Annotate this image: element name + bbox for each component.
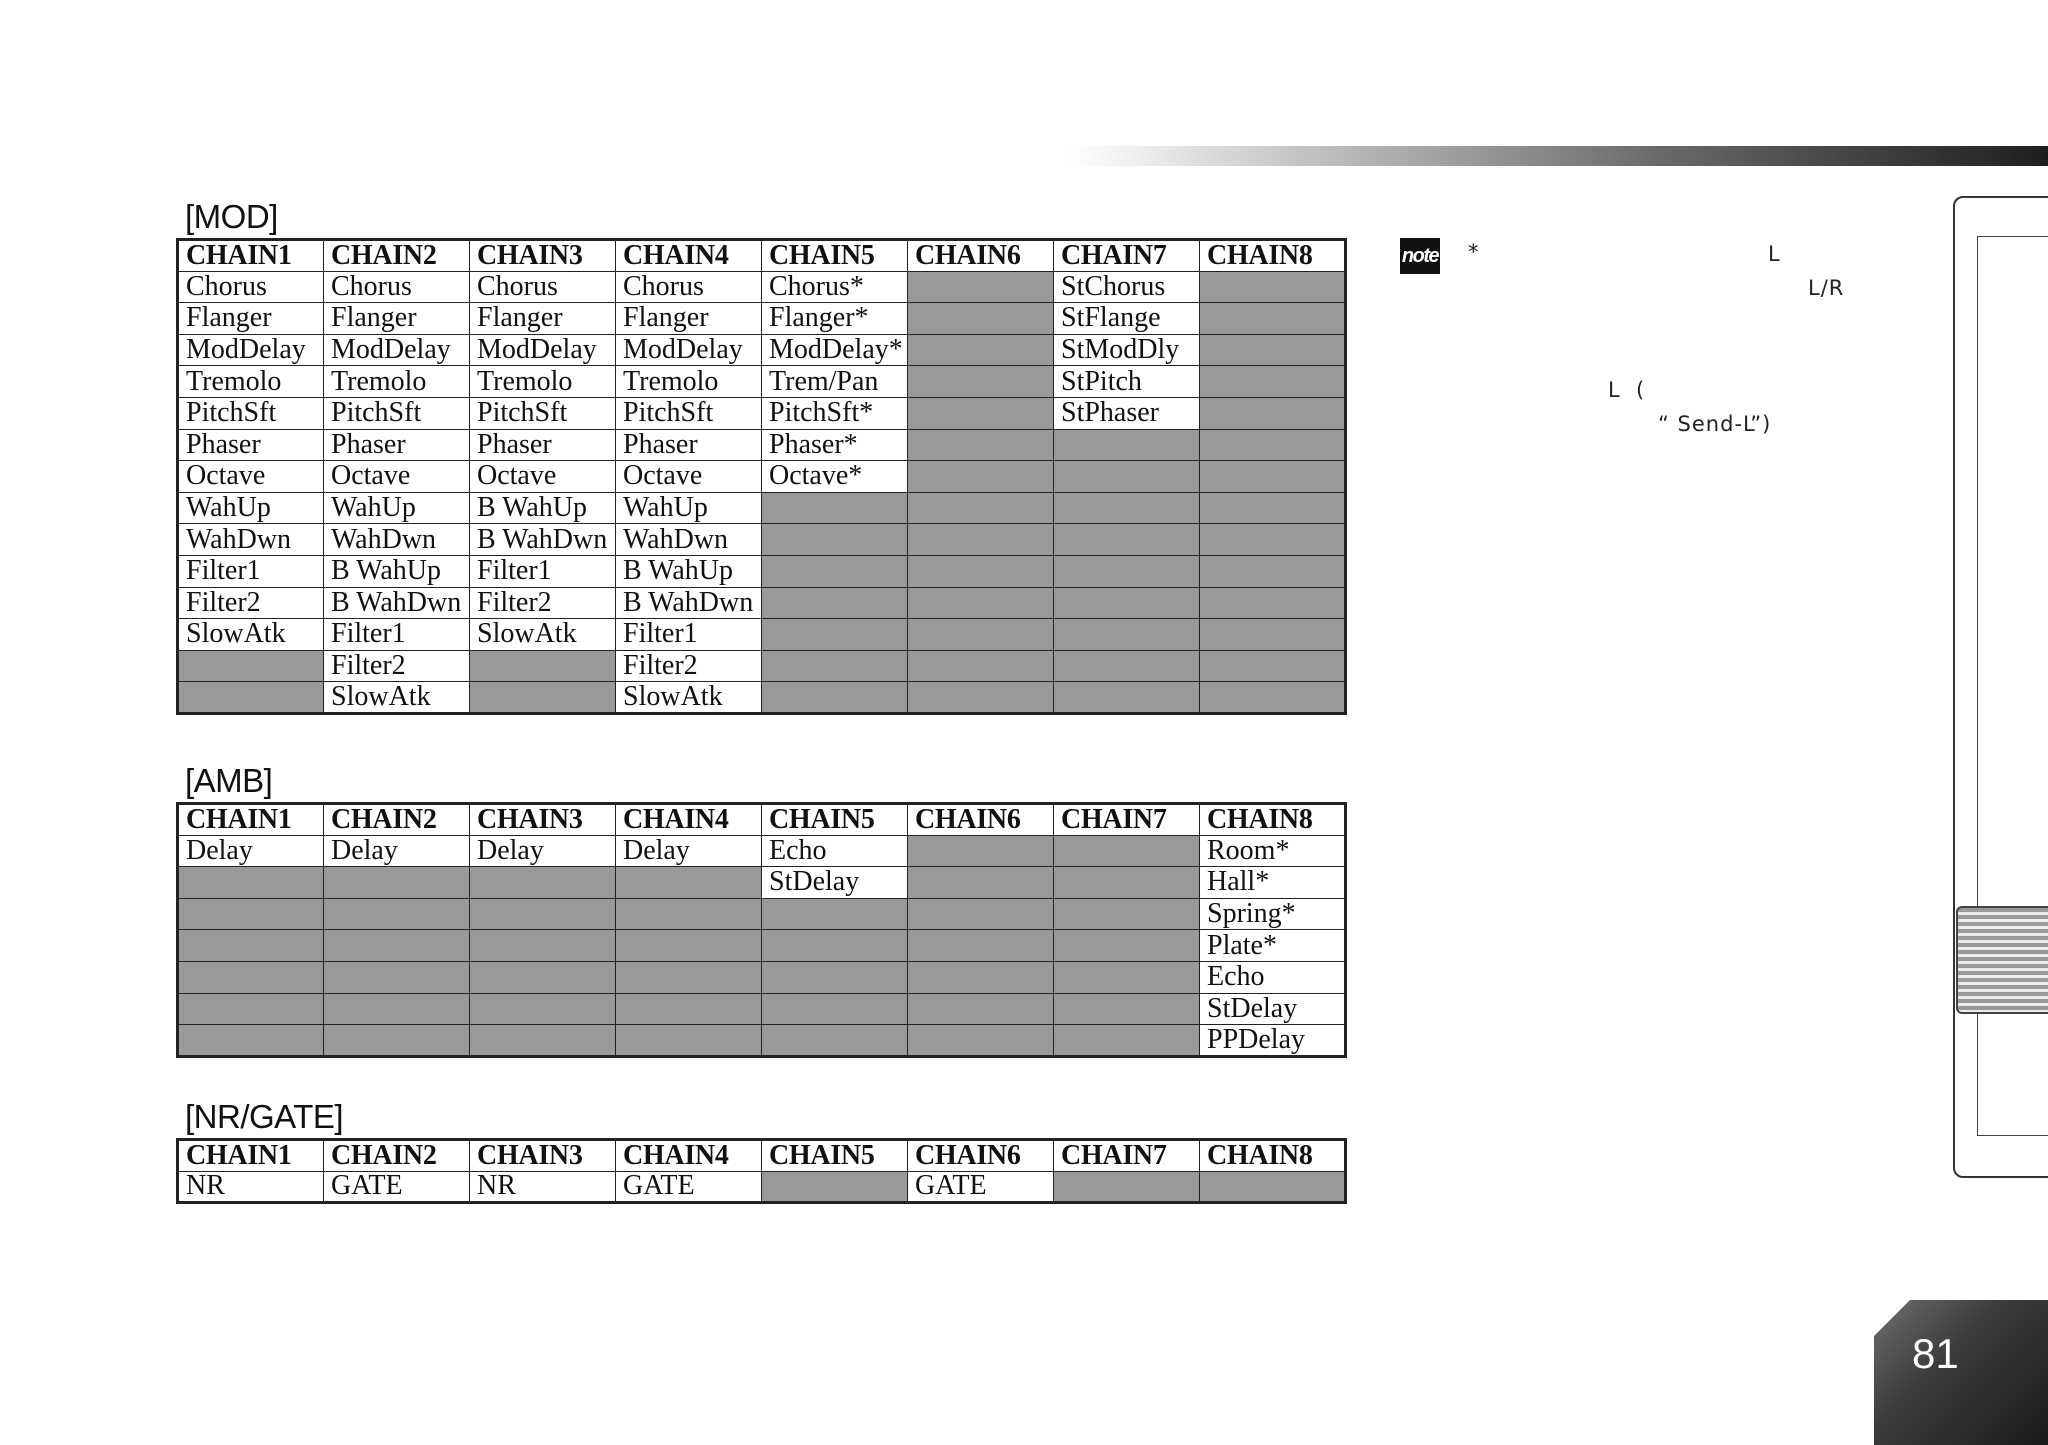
empty-cell xyxy=(1054,930,1200,962)
empty-cell xyxy=(1054,461,1200,493)
column-header: CHAIN6 xyxy=(908,240,1054,272)
empty-cell xyxy=(908,429,1054,461)
empty-cell xyxy=(178,898,324,930)
empty-cell xyxy=(324,1025,470,1057)
effect-cell: WahUp xyxy=(178,492,324,524)
column-header: CHAIN1 xyxy=(178,1140,324,1172)
empty-cell xyxy=(908,334,1054,366)
nrgate-chain-table xyxy=(176,1138,1347,1204)
empty-cell xyxy=(470,961,616,993)
nrgate-section-title: [NR/GATE] xyxy=(185,1098,344,1135)
empty-cell xyxy=(1200,619,1346,651)
empty-cell xyxy=(908,587,1054,619)
effect-cell: NR xyxy=(178,1171,324,1203)
empty-cell xyxy=(1200,650,1346,682)
empty-cell xyxy=(762,524,908,556)
empty-cell xyxy=(1054,429,1200,461)
column-header: CHAIN2 xyxy=(324,804,470,836)
table-row xyxy=(178,682,1346,714)
empty-cell xyxy=(616,1025,762,1057)
empty-cell xyxy=(178,682,324,714)
empty-cell xyxy=(908,650,1054,682)
empty-cell xyxy=(762,492,908,524)
empty-cell xyxy=(1054,555,1200,587)
empty-cell xyxy=(908,993,1054,1025)
empty-cell xyxy=(1054,867,1200,899)
empty-cell xyxy=(616,898,762,930)
effect-cell: ModDelay xyxy=(616,334,762,366)
effect-cell: SlowAtk xyxy=(616,682,762,714)
column-header: CHAIN3 xyxy=(470,1140,616,1172)
empty-cell xyxy=(324,898,470,930)
empty-cell xyxy=(908,682,1054,714)
note-channel-l: L xyxy=(1768,242,1781,266)
mod-chain-table xyxy=(176,238,1347,715)
effect-cell: Echo xyxy=(762,835,908,867)
effect-cell: Phaser xyxy=(178,429,324,461)
empty-cell xyxy=(324,961,470,993)
note-send-l: “ Send-L”) xyxy=(1658,412,1772,436)
column-header: CHAIN7 xyxy=(1054,240,1200,272)
page-number: 81 xyxy=(1912,1330,1959,1377)
effect-cell: Filter2 xyxy=(178,587,324,619)
effect-cell: B WahUp xyxy=(616,555,762,587)
empty-cell xyxy=(762,930,908,962)
side-index-tab xyxy=(1956,906,2048,1014)
effect-cell: WahDwn xyxy=(324,524,470,556)
effect-cell: Filter1 xyxy=(616,619,762,651)
column-header: CHAIN5 xyxy=(762,1140,908,1172)
effect-cell: ModDelay xyxy=(178,334,324,366)
empty-cell xyxy=(762,1025,908,1057)
effect-cell: Phaser* xyxy=(762,429,908,461)
table-row xyxy=(178,961,1346,993)
table-row xyxy=(178,1025,1346,1057)
empty-cell xyxy=(762,993,908,1025)
effect-cell: WahUp xyxy=(324,492,470,524)
effect-cell: Delay xyxy=(616,835,762,867)
effect-cell: Flanger xyxy=(470,303,616,335)
effect-cell: WahUp xyxy=(616,492,762,524)
table-row xyxy=(178,334,1346,366)
effect-cell: PPDelay xyxy=(1200,1025,1346,1057)
table-row xyxy=(178,1171,1346,1203)
column-header: CHAIN5 xyxy=(762,804,908,836)
column-header: CHAIN3 xyxy=(470,804,616,836)
empty-cell xyxy=(324,993,470,1025)
effect-cell: Tremolo xyxy=(178,366,324,398)
empty-cell xyxy=(1200,397,1346,429)
empty-cell xyxy=(908,867,1054,899)
column-header: CHAIN1 xyxy=(178,804,324,836)
table-row xyxy=(178,898,1346,930)
empty-cell xyxy=(1054,1025,1200,1057)
effect-cell: B WahDwn xyxy=(324,587,470,619)
effect-cell: WahDwn xyxy=(178,524,324,556)
column-header: CHAIN4 xyxy=(616,804,762,836)
effect-cell: Filter1 xyxy=(178,555,324,587)
effect-cell: Filter2 xyxy=(616,650,762,682)
empty-cell xyxy=(762,1171,908,1203)
effect-cell: Flanger xyxy=(324,303,470,335)
effect-cell: PitchSft xyxy=(324,397,470,429)
empty-cell xyxy=(470,930,616,962)
empty-cell xyxy=(470,650,616,682)
effect-cell: Phaser xyxy=(616,429,762,461)
table-row xyxy=(178,555,1346,587)
effect-cell: Octave xyxy=(616,461,762,493)
table-row xyxy=(178,619,1346,651)
column-header: CHAIN8 xyxy=(1200,240,1346,272)
empty-cell xyxy=(1054,898,1200,930)
empty-cell xyxy=(1200,429,1346,461)
effect-cell: B WahDwn xyxy=(470,524,616,556)
effect-cell: StChorus xyxy=(1054,271,1200,303)
column-header: CHAIN7 xyxy=(1054,1140,1200,1172)
empty-cell xyxy=(324,930,470,962)
effect-cell: Filter2 xyxy=(470,587,616,619)
effect-cell: StPhaser xyxy=(1054,397,1200,429)
note-asterisk: * xyxy=(1468,240,1480,264)
empty-cell xyxy=(616,993,762,1025)
empty-cell xyxy=(1054,587,1200,619)
effect-cell: Filter1 xyxy=(324,619,470,651)
table-row xyxy=(178,835,1346,867)
empty-cell xyxy=(470,993,616,1025)
empty-cell xyxy=(1054,835,1200,867)
effect-cell: PitchSft xyxy=(470,397,616,429)
effect-cell: ModDelay* xyxy=(762,334,908,366)
empty-cell xyxy=(762,682,908,714)
note-icon: note xyxy=(1400,238,1440,274)
empty-cell xyxy=(470,1025,616,1057)
empty-cell xyxy=(1200,366,1346,398)
effect-cell: GATE xyxy=(324,1171,470,1203)
effect-cell: Delay xyxy=(178,835,324,867)
empty-cell xyxy=(470,682,616,714)
effect-cell: StFlange xyxy=(1054,303,1200,335)
empty-cell xyxy=(1054,1171,1200,1203)
column-header: CHAIN1 xyxy=(178,240,324,272)
effect-cell: ModDelay xyxy=(470,334,616,366)
effect-cell: Octave xyxy=(470,461,616,493)
effect-cell: Phaser xyxy=(324,429,470,461)
column-header: CHAIN2 xyxy=(324,240,470,272)
effect-cell: Octave xyxy=(324,461,470,493)
column-header: CHAIN6 xyxy=(908,1140,1054,1172)
effect-cell: B WahUp xyxy=(470,492,616,524)
table-header-row xyxy=(178,804,1346,836)
effect-cell: ModDelay xyxy=(324,334,470,366)
effect-cell: Tremolo xyxy=(470,366,616,398)
empty-cell xyxy=(762,898,908,930)
table-header-row xyxy=(178,240,1346,272)
effect-cell: StPitch xyxy=(1054,366,1200,398)
amb-chain-table xyxy=(176,802,1347,1058)
effect-cell: Tremolo xyxy=(324,366,470,398)
empty-cell xyxy=(178,930,324,962)
effect-cell: Flanger xyxy=(178,303,324,335)
effect-cell: Octave xyxy=(178,461,324,493)
empty-cell xyxy=(908,619,1054,651)
effect-cell: Spring* xyxy=(1200,898,1346,930)
effect-cell: Delay xyxy=(470,835,616,867)
empty-cell xyxy=(908,366,1054,398)
effect-cell: Chorus xyxy=(470,271,616,303)
table-row xyxy=(178,271,1346,303)
column-header: CHAIN6 xyxy=(908,804,1054,836)
empty-cell xyxy=(616,867,762,899)
mod-section-title: [MOD] xyxy=(185,198,278,235)
effect-cell: Plate* xyxy=(1200,930,1346,962)
column-header: CHAIN7 xyxy=(1054,804,1200,836)
table-row xyxy=(178,524,1346,556)
effect-cell: SlowAtk xyxy=(178,619,324,651)
empty-cell xyxy=(762,961,908,993)
empty-cell xyxy=(1200,682,1346,714)
empty-cell xyxy=(908,492,1054,524)
table-row xyxy=(178,867,1346,899)
empty-cell xyxy=(908,461,1054,493)
empty-cell xyxy=(1200,492,1346,524)
table-row xyxy=(178,650,1346,682)
empty-cell xyxy=(616,930,762,962)
empty-cell xyxy=(908,930,1054,962)
column-header: CHAIN4 xyxy=(616,1140,762,1172)
empty-cell xyxy=(908,397,1054,429)
empty-cell xyxy=(1200,334,1346,366)
note-channel-lr: L/R xyxy=(1808,276,1845,300)
table-row xyxy=(178,397,1346,429)
empty-cell xyxy=(908,961,1054,993)
table-row xyxy=(178,303,1346,335)
empty-cell xyxy=(1054,993,1200,1025)
table-header-row xyxy=(178,1140,1346,1172)
empty-cell xyxy=(1200,303,1346,335)
empty-cell xyxy=(1054,682,1200,714)
empty-cell xyxy=(470,867,616,899)
effect-cell: Room* xyxy=(1200,835,1346,867)
empty-cell xyxy=(178,993,324,1025)
table-row xyxy=(178,930,1346,962)
table-row xyxy=(178,492,1346,524)
empty-cell xyxy=(908,303,1054,335)
column-header: CHAIN8 xyxy=(1200,1140,1346,1172)
effect-cell: Chorus xyxy=(178,271,324,303)
effect-cell: StModDly xyxy=(1054,334,1200,366)
effect-cell: SlowAtk xyxy=(324,682,470,714)
effect-cell: Filter1 xyxy=(470,555,616,587)
effect-cell: B WahUp xyxy=(324,555,470,587)
empty-cell xyxy=(1200,555,1346,587)
effect-cell: Trem/Pan xyxy=(762,366,908,398)
empty-cell xyxy=(1054,619,1200,651)
column-header: CHAIN8 xyxy=(1200,804,1346,836)
column-header: CHAIN5 xyxy=(762,240,908,272)
column-header: CHAIN3 xyxy=(470,240,616,272)
effect-cell: Delay xyxy=(324,835,470,867)
empty-cell xyxy=(1200,1171,1346,1203)
effect-cell: PitchSft xyxy=(616,397,762,429)
table-row xyxy=(178,429,1346,461)
effect-cell: Flanger* xyxy=(762,303,908,335)
empty-cell xyxy=(762,555,908,587)
empty-cell xyxy=(908,835,1054,867)
effect-cell: Chorus xyxy=(324,271,470,303)
empty-cell xyxy=(178,650,324,682)
empty-cell xyxy=(762,587,908,619)
note-box xyxy=(1400,238,1880,458)
effect-cell: Chorus xyxy=(616,271,762,303)
header-gradient-bar xyxy=(1070,146,2048,166)
empty-cell xyxy=(908,898,1054,930)
empty-cell xyxy=(1200,461,1346,493)
empty-cell xyxy=(908,555,1054,587)
empty-cell xyxy=(1200,587,1346,619)
column-header: CHAIN2 xyxy=(324,1140,470,1172)
empty-cell xyxy=(908,524,1054,556)
empty-cell xyxy=(178,1025,324,1057)
table-row xyxy=(178,461,1346,493)
effect-cell: NR xyxy=(470,1171,616,1203)
empty-cell xyxy=(178,961,324,993)
empty-cell xyxy=(908,1025,1054,1057)
empty-cell xyxy=(762,650,908,682)
empty-cell xyxy=(908,271,1054,303)
effect-cell: Chorus* xyxy=(762,271,908,303)
empty-cell xyxy=(1054,524,1200,556)
effect-cell: GATE xyxy=(616,1171,762,1203)
empty-cell xyxy=(324,867,470,899)
effect-cell: Phaser xyxy=(470,429,616,461)
effect-cell: Octave* xyxy=(762,461,908,493)
effect-cell: Filter2 xyxy=(324,650,470,682)
empty-cell xyxy=(616,961,762,993)
effect-cell: WahDwn xyxy=(616,524,762,556)
effect-cell: PitchSft xyxy=(178,397,324,429)
column-header: CHAIN4 xyxy=(616,240,762,272)
effect-cell: Tremolo xyxy=(616,366,762,398)
empty-cell xyxy=(762,619,908,651)
empty-cell xyxy=(1054,961,1200,993)
empty-cell xyxy=(178,867,324,899)
empty-cell xyxy=(1200,524,1346,556)
amb-section-title: [AMB] xyxy=(185,762,273,799)
effect-cell: PitchSft* xyxy=(762,397,908,429)
effect-cell: Flanger xyxy=(616,303,762,335)
table-row xyxy=(178,587,1346,619)
table-row xyxy=(178,993,1346,1025)
empty-cell xyxy=(1054,650,1200,682)
effect-cell: GATE xyxy=(908,1171,1054,1203)
note-channel-l-paren: L ( xyxy=(1608,378,1646,402)
effect-cell: Hall* xyxy=(1200,867,1346,899)
table-row xyxy=(178,366,1346,398)
effect-cell: Echo xyxy=(1200,961,1346,993)
empty-cell xyxy=(1054,492,1200,524)
effect-cell: StDelay xyxy=(1200,993,1346,1025)
effect-cell: SlowAtk xyxy=(470,619,616,651)
effect-cell: StDelay xyxy=(762,867,908,899)
empty-cell xyxy=(470,898,616,930)
empty-cell xyxy=(1200,271,1346,303)
effect-cell: B WahDwn xyxy=(616,587,762,619)
